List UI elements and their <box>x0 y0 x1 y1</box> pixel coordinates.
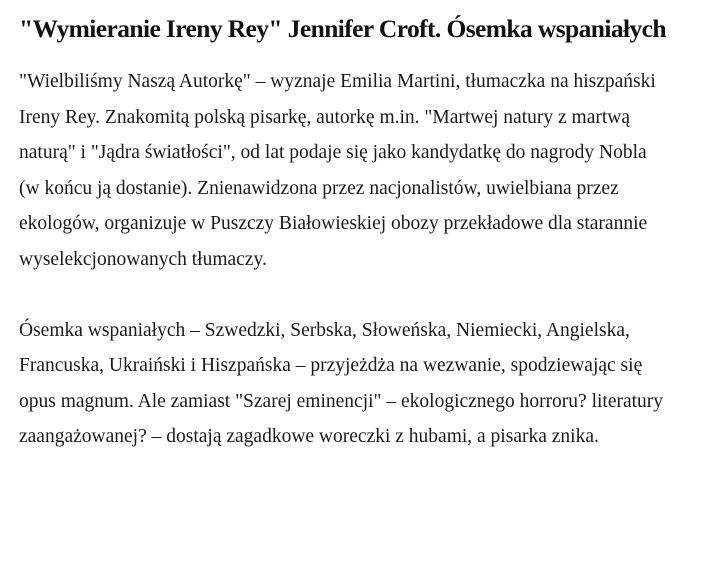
article-body <box>19 64 671 455</box>
article-paragraph-2: Ósemka wspaniałych – Szwedzki, Serbska, Słoweńska, Niemiecki, Angielska, Francuska, Ukraiński i Hiszpańska – przyjeżdża na wezwanie, spodziewając się opus magnum. Ale zamiast "Szarej eminencji" – ekologicznego horroru? literatury zaangażowanej? – dostają zagadkowe woreczki z hubami, a pisarka znika. <box>19 319 664 447</box>
article-paragraph-1: "Wielbiliśmy Naszą Autorkę" – wyznaje Emilia Martini, tłumaczka na hiszpański Ireny Rey. Znakomitą polską pisarkę, autorkę m.in. "Martwej natury z martwą naturą" i "Jądra światłości", od lat podaje się jako kandydatkę do nagrody Nobla (w końcu ją dostanie). Znienawidzona przez nacjonalistów, uwielbiana przez ekologów, organizuje w Puszczy Białowieskiej obozy przekładowe dla starannie wyselekcjonowanych tłumaczy. <box>19 71 656 270</box>
article-title: "Wymieranie Ireny Rey" Jennifer Croft. Ósemka wspaniałych <box>19 14 666 43</box>
